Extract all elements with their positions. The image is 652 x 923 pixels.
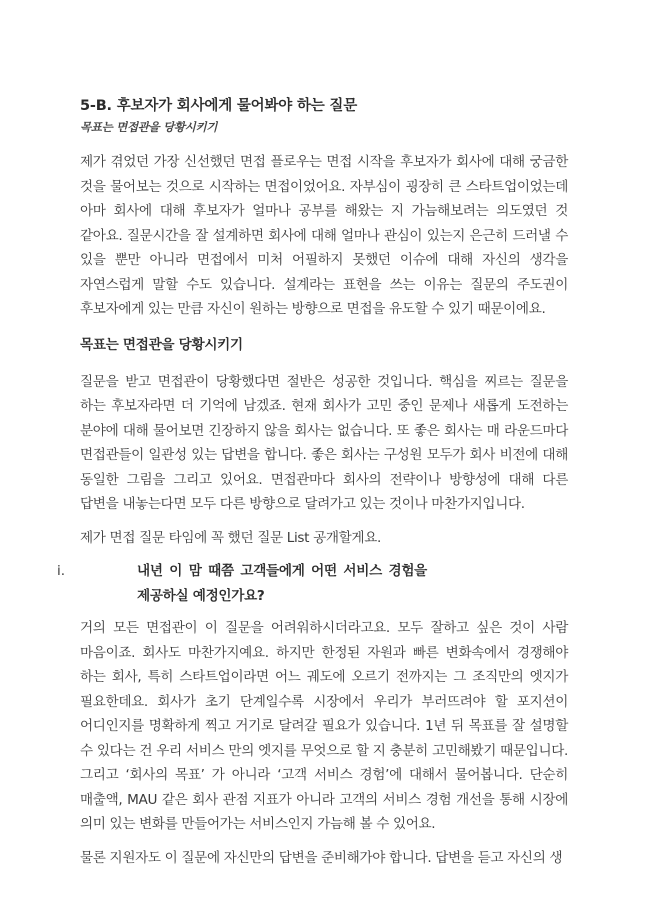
question-list-item (57, 559, 568, 608)
answer-paragraph-continued: 물론 지원자도 이 질문에 자신만의 답변을 준비해가야 합니다. 답변을 듣고 자신의 생 (80, 849, 563, 866)
list-intro-paragraph: 제가 면접 질문 타임에 꼭 했던 질문 List 공개할게요. (80, 529, 381, 546)
list-marker: i. (57, 563, 66, 579)
section-subtitle: 목표는 면접관을 당황시키기 (80, 120, 218, 134)
document-page (57, 96, 569, 870)
answer-paragraph: 거의 모든 면접관이 이 질문을 어려워하시더라고요. 모두 잘하고 싶은 것이 사람 마음이죠. 회사도 마찬가지예요. 하지만 한정된 자원과 빠른 변화속에서 경쟁해야 하는 회사, 특히 스타트업이라면 어느 궤도에 오르기 전까지는 그 조직만의 엣지가 필요한데요. 회사가 초기 단계일수록 시장에서 우리가 부러뜨려야 할 포지션이 어디인지를 명확하게 찍고 거기로 달려갈 필요가 있습니다. 1년 뒤 목표를 잘 설명할 수 있다는 건 우리 서비스 만의 엣지를 무엇으로 할 지 충분히 고민해봤기 때문입니다. 그리고 ‘회사의 목표’ 가 아니라 ‘고객 서비스 경험’에 대해서 물어봅니다. 단순히 매출액, MAU 같은 회사 관점 지표가 아니라 고객의 서비스 경험 개선을 통해 시장에 의미 있는 변화를 만들어가는 서비스인지 가늠해 볼 수 있어요. (80, 620, 568, 832)
intro-paragraph: 제가 겪었던 가장 신선했던 면접 플로우는 면접 시작을 후보자가 회사에 대해 궁금한 것을 물어보는 것으로 시작하는 면접이었어요. 자부심이 굉장히 큰 스타트업이었는데 아마 회사에 대해 후보자가 얼마나 공부를 해왔는 지 가늠해보려는 의도였던 것 같아요. 질문시간을 잘 설계하면 회사에 대해 얼마나 관심이 있는지 은근히 드러낼 수 있을 뿐만 아니라 면접에서 미처 어필하지 못했던 이슈에 대해 자신의 생각을 자연스럽게 말할 수도 있습니다. 설계라는 표현을 쓰는 이유는 질문의 주도권이 후보자에게 있는 만큼 자신이 원하는 방향으로 면접을 유도할 수 있기 때문이에요. (80, 154, 568, 317)
question-text: 내년 이 맘 때쯤 고객들에게 어떤 서비스 경험을 제공하실 예정인가요? (137, 563, 427, 604)
goal-paragraph: 질문을 받고 면접관이 당황했다면 절반은 성공한 것입니다. 핵심을 찌르는 질문을 하는 후보자라면 더 기억에 남겠죠. 현재 회사가 고민 중인 문제나 새롭게 도전하는 분야에 대해 물어보면 긴장하지 않을 회사는 없습니다. 또 좋은 회사는 매 라운드마다 면접관들이 일관성 있는 답변을 합니다. 좋은 회사는 구성원 모두가 회사 비전에 대해 동일한 그림을 그리고 있어요. 면접관마다 회사의 전략이나 방향성에 대해 다른 답변을 내놓는다면 모두 다른 방향으로 달려가고 있는 것이나 마찬가지입니다. (80, 373, 569, 512)
goal-heading: 목표는 면접관을 당황시키기 (80, 336, 243, 353)
section-heading: 5-B. 후보자가 회사에게 물어봐야 하는 질문 (80, 98, 358, 114)
